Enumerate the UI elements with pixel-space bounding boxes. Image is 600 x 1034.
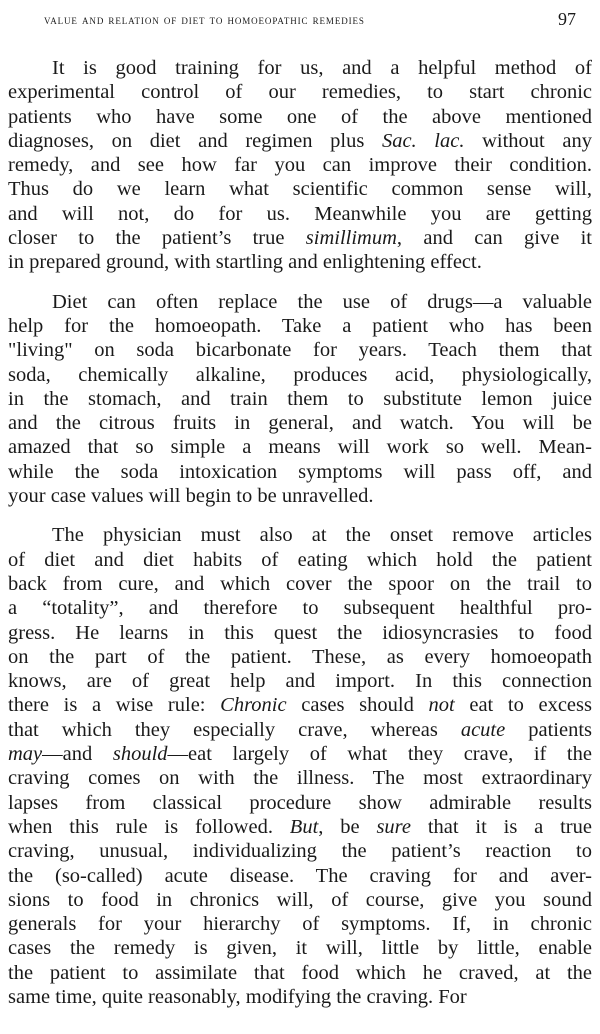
text-line — [8, 815, 592, 839]
text-run: that it is a true — [410, 815, 592, 838]
text-run: amazed that so simple a means will work so well. Mean- — [8, 436, 592, 459]
italic-text: Chronic — [220, 694, 287, 717]
text-line — [8, 864, 592, 888]
text-line — [8, 105, 592, 129]
text-line — [8, 961, 592, 985]
page-number: 97 — [558, 9, 576, 29]
text-line — [8, 80, 592, 104]
text-line — [8, 484, 592, 508]
paragraph — [8, 523, 592, 1009]
italic-text: may — [8, 743, 43, 766]
text-run: lapses from classical procedure show admirable results — [8, 791, 592, 814]
text-run: soda, chemically alkaline, produces acid, physiologically, — [8, 363, 592, 386]
text-line — [8, 645, 592, 669]
text-run: —eat largely of what they crave, if the — [167, 743, 592, 766]
text-line — [8, 250, 592, 274]
text-run: knows, are of great help and import. In this connection — [8, 670, 592, 693]
text-run: help for the homoeopath. Take a patient who has been — [8, 314, 592, 337]
text-run: craving, unusual, individualizing the patient’s reaction to — [8, 840, 592, 863]
text-line — [8, 460, 592, 484]
italic-text: should — [112, 743, 168, 766]
paragraph — [8, 290, 592, 509]
text-run: there is a wise rule: — [8, 694, 221, 717]
text-line — [8, 129, 592, 153]
text-run: your case values will begin to be unravelled. — [8, 485, 374, 508]
text-line — [8, 202, 592, 226]
text-line — [8, 669, 592, 693]
text-line — [8, 56, 592, 80]
text-run: that which they especially crave, whereas — [8, 718, 461, 741]
text-run: closer to the patient’s true — [8, 227, 306, 250]
text-run: the (so-called) acute disease. The craving for and aver- — [8, 864, 592, 887]
text-line — [8, 596, 592, 620]
text-line — [8, 791, 592, 815]
text-run: patients who have some one of the above mentioned — [8, 105, 592, 128]
italic-text: acute — [460, 718, 506, 741]
text-line — [8, 888, 592, 912]
text-line — [8, 226, 592, 250]
text-line — [8, 912, 592, 936]
text-run: Thus do we learn what scientific common sense will, — [8, 178, 592, 201]
text-line — [8, 338, 592, 362]
text-run: —and — [42, 743, 113, 766]
text-line — [8, 693, 592, 717]
italic-text: simillimum — [305, 227, 397, 250]
text-run: while the soda intoxication symptoms will pass off, and — [8, 460, 592, 483]
running-head — [8, 9, 592, 31]
text-line — [8, 572, 592, 596]
text-run: in the stomach, and train them to substitute lemon juice — [8, 387, 592, 410]
paragraph — [8, 56, 592, 275]
text-run: , be — [318, 815, 377, 838]
text-run: , and can give it — [396, 227, 592, 250]
text-run: when this rule is followed. — [8, 815, 290, 838]
text-run: It is good training for us, and a helpful method of — [52, 57, 592, 79]
text-run: experimental control of our remedies, to start chronic — [8, 81, 592, 104]
text-run: in prepared ground, with startling and enlightening effect. — [8, 251, 482, 274]
text-run: eat to excess — [454, 694, 592, 717]
text-run: on the part of the patient. These, as every homoeopath — [8, 645, 592, 668]
text-line — [8, 839, 592, 863]
text-run: diagnoses, on diet and regimen plus — [8, 129, 382, 152]
text-run: craving comes on with the illness. The most extraordinary — [8, 767, 592, 790]
body-text — [8, 56, 592, 1024]
text-run: generals for your hierarchy of symptoms. If, in chronic — [8, 913, 592, 936]
text-run: a “totality”, and therefore to subsequent healthful pro- — [8, 597, 592, 620]
text-line — [8, 290, 592, 314]
text-run: of diet and diet habits of eating which hold the patient — [8, 548, 592, 571]
text-line — [8, 314, 592, 338]
text-line — [8, 548, 592, 572]
text-run: back from cure, and which cover the spoor on the trail to — [8, 572, 592, 595]
text-line — [8, 523, 592, 547]
text-run: "living" on soda bicarbonate for years. Teach them that — [8, 339, 592, 362]
text-line — [8, 621, 592, 645]
italic-text: Sac. lac. — [381, 129, 465, 152]
text-run: cases should — [286, 694, 429, 717]
text-run: Diet can often replace the use of drugs—a valuable — [52, 290, 592, 313]
text-line — [8, 742, 592, 766]
text-run: patients — [505, 718, 593, 741]
book-page — [8, 0, 592, 1034]
text-run: same time, quite reasonably, modifying the craving. For — [8, 985, 467, 1008]
text-run: the patient to assimilate that food which he craved, at the — [8, 961, 592, 984]
text-run: and will not, do for us. Meanwhile you are getting — [8, 202, 592, 225]
text-line — [8, 153, 592, 177]
text-run: and the citrous fruits in general, and watch. You will be — [8, 412, 592, 435]
text-run: The physician must also at the onset remove articles — [52, 524, 592, 547]
text-line — [8, 985, 592, 1009]
italic-text: But — [289, 815, 319, 838]
text-line — [8, 363, 592, 387]
text-run: without any — [464, 129, 592, 152]
text-line — [8, 411, 592, 435]
text-run: gress. He learns in this quest the idiosyncrasies to food — [8, 621, 592, 644]
italic-text: sure — [376, 815, 411, 838]
text-line — [8, 766, 592, 790]
text-line — [8, 177, 592, 201]
text-line — [8, 387, 592, 411]
text-run: remedy, and see how far you can improve their condition. — [8, 154, 592, 177]
text-line — [8, 936, 592, 960]
text-run: sions to food in chronics will, of course, give you sound — [8, 888, 592, 911]
text-line — [8, 435, 592, 459]
running-title: value and relation of diet to homoeopathic remedies — [44, 12, 365, 27]
text-run: cases the remedy is given, it will, little by little, enable — [8, 937, 592, 960]
italic-text: not — [428, 694, 455, 717]
text-line — [8, 718, 592, 742]
